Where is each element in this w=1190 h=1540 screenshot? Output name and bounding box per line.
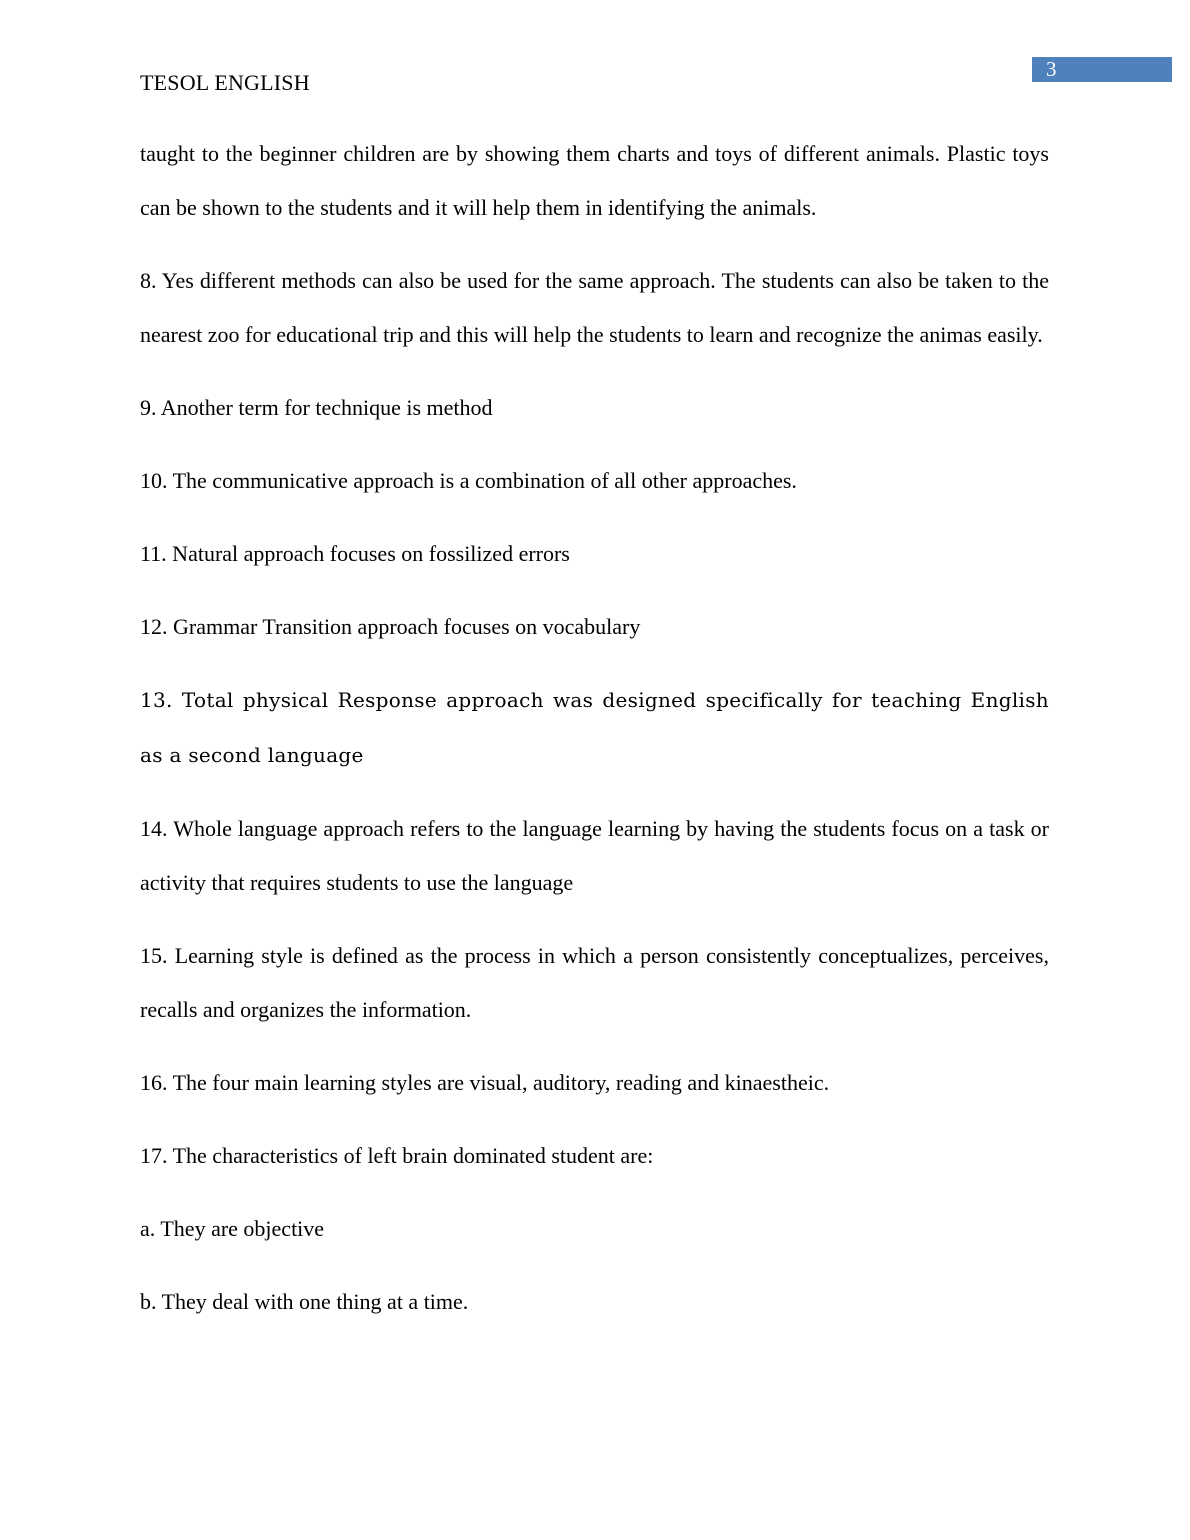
page-number-box (1032, 57, 1172, 82)
page-number: 3 (1046, 57, 1057, 81)
running-head: TESOL ENGLISH (140, 70, 310, 95)
body-text (140, 127, 1049, 1348)
paragraph-item-8: 8. Yes different methods can also be used for the same approach. The students can also be taken to the nearest zoo for educational trip and this will help the students to learn and recognize the animas easily. (140, 268, 1049, 347)
paragraph-item-17a: a. They are objective (140, 1216, 325, 1241)
paragraph-item-17: 17. The characteristics of left brain dominated student are: (140, 1143, 654, 1168)
paragraph-item-13: 13. Total physical Response approach was designed specifically for teaching English as a second language (140, 688, 1049, 767)
paragraph-item-11: 11. Natural approach focuses on fossilized errors (140, 541, 570, 566)
paragraph-item-16: 16. The four main learning styles are visual, auditory, reading and kinaestheic. (140, 1070, 830, 1095)
paragraph-item-17b: b. They deal with one thing at a time. (140, 1289, 469, 1314)
paragraph-item-15: 15. Learning style is defined as the process in which a person consistently conceptualizes, perceives, recalls and organizes the information. (140, 943, 1049, 1022)
paragraph-item-9: 9. Another term for technique is method (140, 395, 493, 420)
paragraph-item-12: 12. Grammar Transition approach focuses on vocabulary (140, 614, 641, 639)
paragraph-item-10: 10. The communicative approach is a combination of all other approaches. (140, 468, 797, 493)
paragraph-continuation: taught to the beginner children are by showing them charts and toys of different animals. Plastic toys can be shown to the students and it will help them in identifying the animals. (140, 141, 1049, 220)
paragraph-item-14: 14. Whole language approach refers to the language learning by having the students focus on a task or activity that requires students to use the language (140, 816, 1049, 895)
